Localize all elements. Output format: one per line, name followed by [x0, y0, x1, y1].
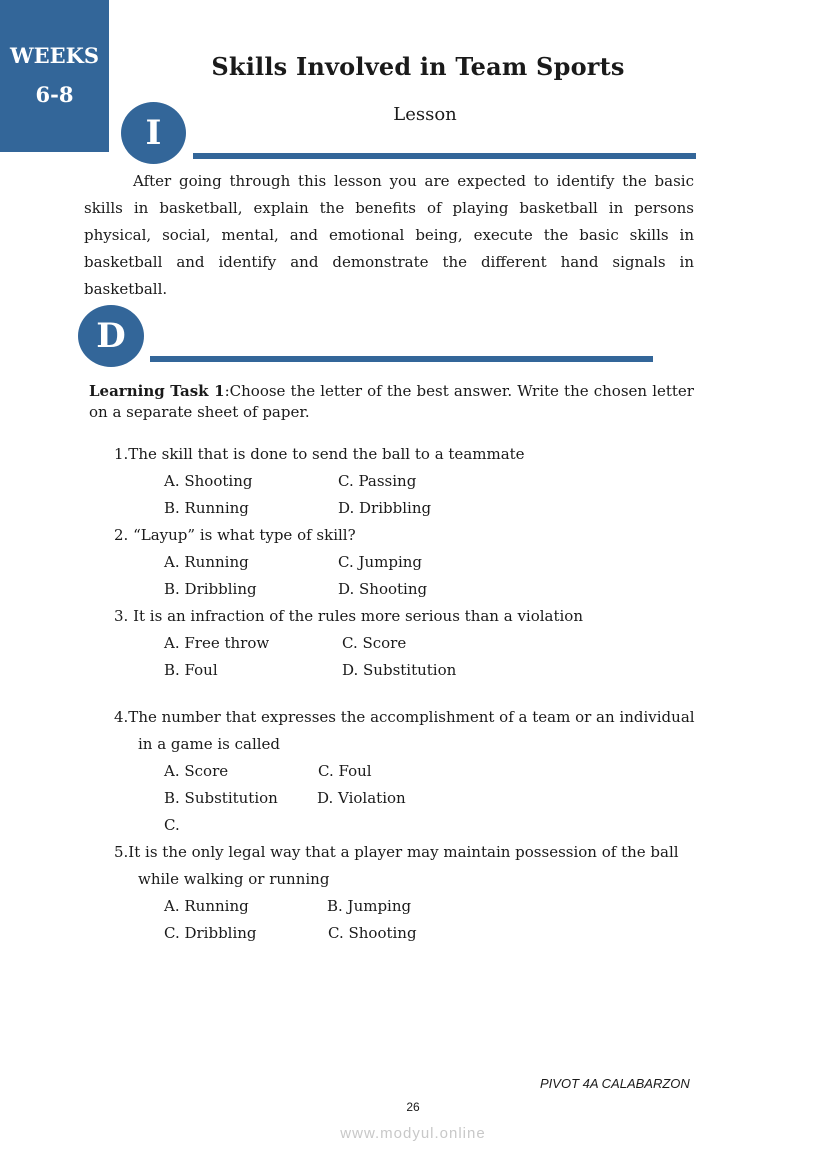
question-3-option-a: A. Free throw [164, 634, 270, 652]
question-2-option-d: D. Shooting [338, 580, 428, 598]
question-4-option-d: D. Violation [317, 789, 406, 807]
question-4-option-extra: C. [164, 816, 180, 834]
question-5-option-a: A. Running [164, 897, 249, 915]
question-4-option-a: A. Score [164, 762, 229, 780]
question-3-option-b: B. Foul [164, 661, 218, 679]
question-2-option-a: A. Running [164, 553, 249, 571]
intro-paragraph: After going through this lesson you are expected to identify the basic skills in basketball, explain the benefits of playing basketball in persons physical, social, mental, and emotional being, execute the basic skills in basketball and identify and demonstrate the different hand signals in basketball. [84, 172, 694, 298]
question-1-option-a: A. Shooting [164, 472, 253, 490]
section-d-letter: D [96, 316, 126, 356]
question-5-option-c: C. Dribbling [164, 924, 257, 942]
question-3-option-d: D. Substitution [342, 661, 457, 679]
question-3: 3. It is an infraction of the rules more serious than a violation [114, 607, 583, 625]
question-1-option-b: B. Running [164, 499, 249, 517]
section-i-badge [121, 102, 186, 164]
watermark: www.modyul.online [340, 1125, 486, 1142]
page-number: 26 [406, 1100, 420, 1114]
question-5-option-b: B. Jumping [327, 897, 412, 915]
question-1-option-c: C. Passing [338, 472, 417, 490]
task-label: Learning Task 1 [89, 382, 225, 400]
section-d-divider [150, 356, 653, 362]
weeks-label: WEEKS [9, 43, 99, 68]
question-2: 2. “Layup” is what type of skill? [114, 526, 356, 544]
page-title: Skills Involved in Team Sports [211, 52, 625, 81]
question-3-option-c: C. Score [342, 634, 407, 652]
question-2-option-b: B. Dribbling [164, 580, 257, 598]
section-i-letter: I [145, 113, 162, 153]
question-5-line-2: while walking or running [138, 870, 330, 888]
question-4-option-b: B. Substitution [164, 789, 278, 807]
learning-task-instructions [89, 381, 694, 423]
task-text: :Choose the letter of the best answer. Write the chosen letter on a separate sheet of paper. [89, 382, 694, 421]
section-i-divider [193, 153, 696, 159]
section-d-badge [78, 305, 144, 367]
page-subtitle: Lesson [393, 104, 457, 125]
question-4-line-2: in a game is called [138, 735, 281, 753]
footer-source: PIVOT 4A CALABARZON [540, 1076, 690, 1091]
question-4-option-c: C. Foul [318, 762, 372, 780]
question-1: 1.The skill that is done to send the ball to a teammate [114, 445, 525, 463]
question-4: 4.The number that expresses the accomplishment of a team or an individual [114, 708, 695, 726]
question-5: 5.It is the only legal way that a player may maintain possession of the ball [114, 843, 679, 861]
weeks-range: 6-8 [35, 82, 74, 107]
question-5-option-d: C. Shooting [328, 924, 417, 942]
question-1-option-d: D. Dribbling [338, 499, 432, 517]
question-2-option-c: C. Jumping [338, 553, 423, 571]
